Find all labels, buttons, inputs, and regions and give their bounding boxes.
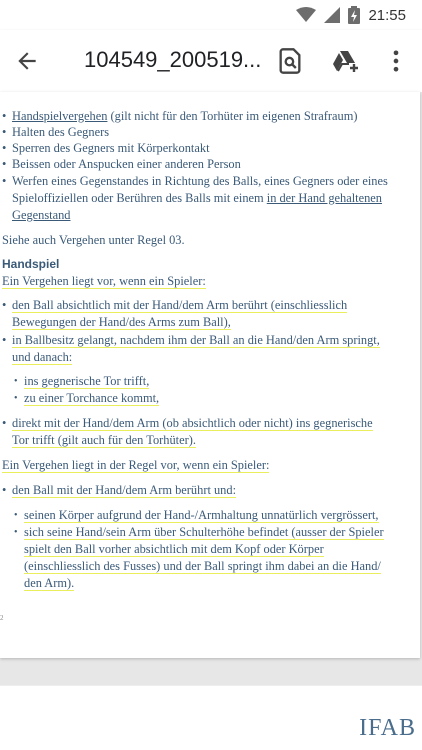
sub-list-item	[24, 507, 379, 524]
sub-list-item-continued	[24, 558, 381, 575]
bullet: •	[2, 416, 7, 430]
sub-list-item-continued	[24, 575, 74, 592]
highlighted-text: Bewegungen der Hand/des Arms zum Ball),	[12, 315, 231, 329]
cell-signal-icon	[324, 7, 340, 23]
intro-text	[2, 457, 269, 474]
list-item-continued[interactable]: Gegenstand	[12, 208, 71, 222]
footnote-number: 2	[0, 614, 4, 622]
list-item	[12, 415, 373, 432]
list-item-text: Spieloffiziellen oder Berühren des Balls mit einem	[12, 191, 267, 205]
highlighted-text: den Ball mit der Hand/dem Arm berührt und:	[12, 483, 237, 497]
bullet: •	[2, 174, 7, 188]
battery-charging-icon	[348, 6, 360, 24]
sub-list-item	[24, 373, 149, 390]
list-item: Werfen eines Gegenstandes in Richtung des Balls, eines Gegners oder eines	[12, 174, 388, 188]
list-item-continued	[12, 349, 72, 366]
sub-list-item	[24, 524, 384, 541]
highlighted-text: spielt den Ball vorher absichtlich mit dem Kopf oder Körper	[24, 542, 324, 556]
bullet: •	[2, 298, 7, 312]
highlighted-text: direkt mit der Hand/dem Arm (ob absichtlich oder nicht) ins gegnerische	[12, 416, 373, 430]
document-viewer[interactable]	[0, 92, 422, 685]
bullet: •	[2, 157, 7, 171]
highlighted-text: den Ball absichtlich mit der Hand/dem Arm berührt (einschliesslich	[12, 298, 348, 312]
highlighted-text: ins gegnerische Tor trifft,	[24, 374, 150, 388]
highlighted-text: Ein Vergehen liegt in der Regel vor, wenn ein Spieler:	[2, 458, 270, 472]
highlighted-text: den Arm).	[24, 576, 75, 590]
search-document-icon[interactable]	[276, 47, 304, 75]
list-item-text: (gilt nicht für den Torhüter im eigenen Strafraum)	[107, 109, 358, 123]
sub-bullet: •	[14, 376, 18, 387]
list-item	[12, 332, 380, 349]
highlighted-text: (einschliesslich des Fusses) und der Ball springt ihm dabei an die Hand/	[24, 559, 381, 573]
footer	[0, 685, 422, 750]
highlighted-text: und danach:	[12, 350, 73, 364]
highlighted-text: Ein Vergehen liegt vor, wenn ein Spieler:	[2, 274, 206, 288]
list-item-continued	[12, 190, 382, 207]
add-to-drive-icon[interactable]	[332, 47, 360, 75]
see-also-text: Siehe auch Vergehen unter Regel 03.	[2, 233, 185, 247]
highlighted-text: zu einer Torchance kommt,	[24, 391, 160, 405]
sub-list-item-continued	[24, 541, 324, 558]
bullet: •	[2, 109, 7, 123]
back-arrow-icon[interactable]	[14, 48, 40, 74]
status-time: 21:55	[368, 6, 406, 24]
app-bar	[0, 30, 422, 92]
list-item: Halten des Gegners	[12, 125, 110, 139]
section-heading: Handspiel	[2, 257, 60, 271]
divider	[0, 685, 422, 686]
list-item	[12, 297, 347, 314]
list-item-link[interactable]: Handspielvergehen	[12, 109, 108, 123]
list-item-continued	[12, 432, 196, 449]
ifab-logo: IFAB	[359, 715, 416, 741]
bullet: •	[2, 141, 7, 155]
highlighted-text: seinen Körper aufgrund der Hand-/Armhaltung unnatürlich vergrössert,	[24, 508, 379, 522]
bullet: •	[2, 483, 7, 497]
status-bar	[0, 0, 422, 30]
bullet: •	[2, 125, 7, 139]
highlighted-text: sich seine Hand/sein Arm über Schulterhöhe befindet (ausser der Spieler	[24, 525, 384, 539]
list-item-link[interactable]: in der Hand gehaltenen	[266, 191, 383, 205]
list-item	[12, 108, 358, 125]
list-item: Beissen oder Anspucken einer anderen Person	[12, 157, 241, 171]
sub-bullet: •	[14, 510, 18, 521]
sub-list-item	[24, 390, 159, 407]
list-item	[12, 482, 236, 499]
document-page	[0, 92, 420, 658]
list-item: Sperren des Gegners mit Körperkontakt	[12, 141, 210, 155]
highlighted-text: Tor trifft (gilt auch für den Torhüter).	[12, 433, 196, 447]
highlighted-text: in Ballbesitz gelangt, nachdem ihm der Ball an die Hand/den Arm springt,	[12, 333, 380, 347]
list-item-continued	[12, 314, 231, 331]
wifi-icon	[296, 7, 316, 23]
document-title: 104549_200519...	[84, 47, 262, 72]
sub-bullet: •	[14, 527, 18, 538]
sub-bullet: •	[14, 393, 18, 404]
intro-text	[2, 273, 206, 290]
bullet: •	[2, 333, 7, 347]
more-options-icon[interactable]	[382, 47, 410, 75]
